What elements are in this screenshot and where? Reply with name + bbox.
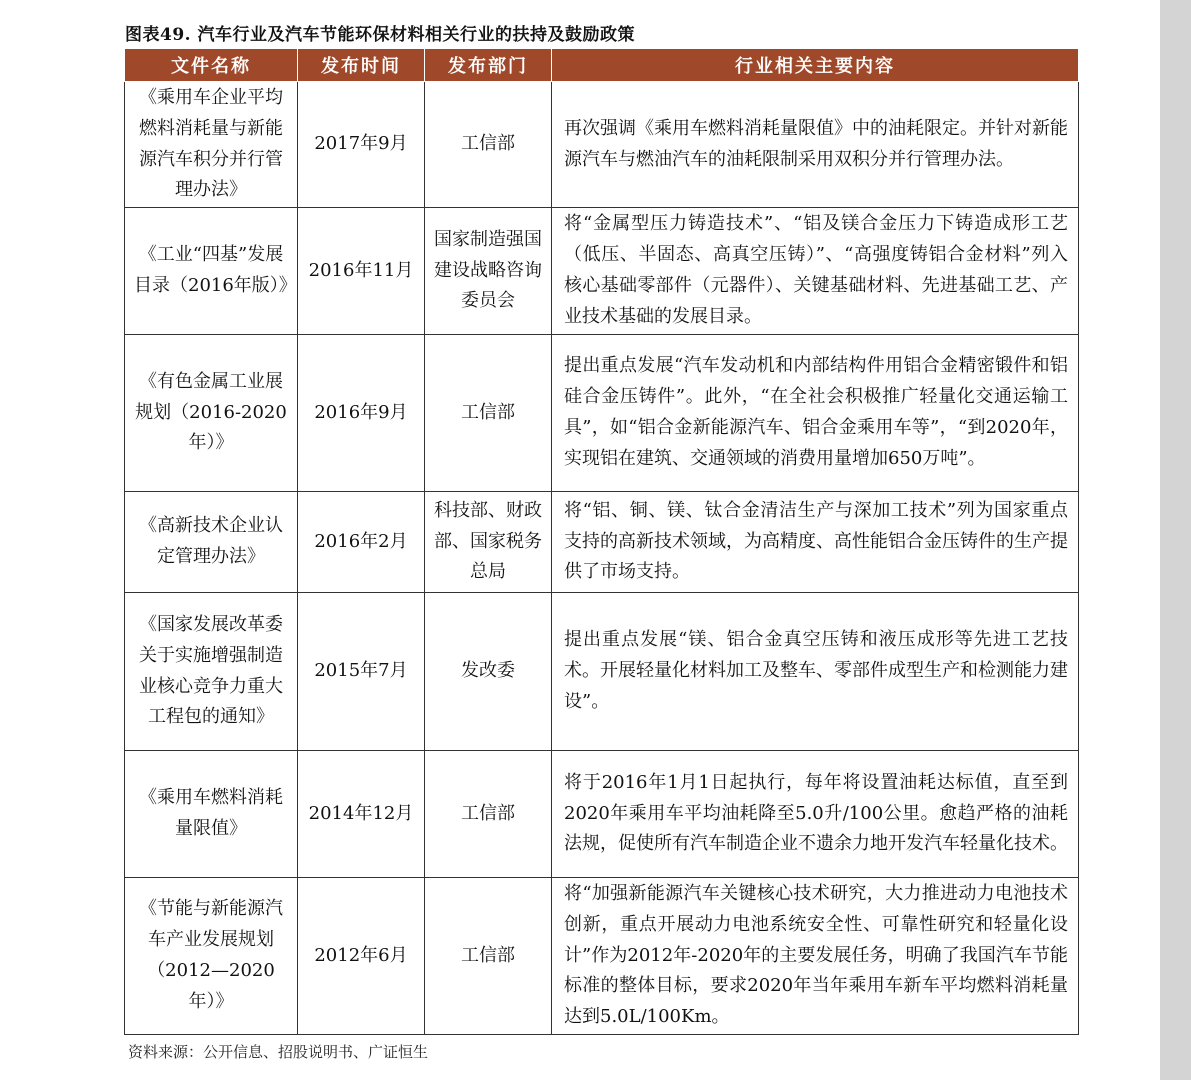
cell-main-content: 将“加强新能源汽车关键核心技术研究，大力推进动力电池技术创新，重点开展动力电池系统安全性、可靠性研究和轻量化设计”作为2012年-2020年的主要发展任务，明确了我国汽车节能标准的整体目标，要求2020年当年乘用车新车平均燃料消耗量达到5.0L/100Km。: [552, 878, 1079, 1035]
table-caption: 图表49. 汽车行业及汽车节能环保材料相关行业的扶持及鼓励政策: [125, 25, 635, 45]
cell-file-name: 《高新技术企业认定管理办法》: [125, 492, 298, 593]
cell-department: 国家制造强国建设战略咨询委员会: [425, 208, 552, 335]
table-row: [125, 593, 1079, 751]
cell-file-name: 《有色金属工业展规划（2016-2020年）》: [125, 335, 298, 492]
cell-release-date: 2014年12月: [298, 751, 425, 878]
cell-main-content: 将于2016年1月1日起执行，每年将设置油耗达标值，直至到2020年乘用车平均油耗降至5.0升/100公里。愈趋严格的油耗法规，促使所有汽车制造企业不遗余力地开发汽车轻量化技术。: [552, 751, 1079, 878]
header-release-date: 发布时间: [298, 49, 425, 82]
header-department: 发布部门: [425, 49, 552, 82]
table-row: [125, 751, 1079, 878]
cell-main-content: 将“金属型压力铸造技术”、“铝及镁合金压力下铸造成形工艺（低压、半固态、高真空压铸）”、“高强度铸铝合金材料”列入核心基础零部件（元器件）、关键基础材料、先进基础工艺、产业技术基础的发展目录。: [552, 208, 1079, 335]
cell-department: 工信部: [425, 82, 552, 208]
cell-main-content: 提出重点发展“镁、铝合金真空压铸和液压成形等先进工艺技术。开展轻量化材料加工及整车、零部件成型生产和检测能力建设”。: [552, 593, 1079, 751]
cell-department: 工信部: [425, 878, 552, 1035]
table-row: [125, 82, 1079, 208]
cell-release-date: 2016年2月: [298, 492, 425, 593]
table-row: [125, 335, 1079, 492]
cell-main-content: 再次强调《乘用车燃料消耗量限值》中的油耗限定。并针对新能源汽车与燃油汽车的油耗限制采用双积分并行管理办法。: [552, 82, 1079, 208]
cell-file-name: 《工业“四基”发展目录（2016年版）》: [125, 208, 298, 335]
header-main-content: 行业相关主要内容: [552, 49, 1079, 82]
cell-release-date: 2016年11月: [298, 208, 425, 335]
data-source-note: 资料来源：公开信息、招股说明书、广证恒生: [128, 1043, 429, 1061]
cell-file-name: 《乘用车企业平均燃料消耗量与新能源汽车积分并行管理办法》: [125, 82, 298, 208]
cell-release-date: 2015年7月: [298, 593, 425, 751]
cell-department: 工信部: [425, 335, 552, 492]
page-margin-bar: [1160, 0, 1191, 1080]
table-row: [125, 208, 1079, 335]
cell-main-content: 提出重点发展“汽车发动机和内部结构件用铝合金精密锻件和铝硅合金压铸件”。此外，“在全社会积极推广轻量化交通运输工具”，如“铝合金新能源汽车、铝合金乘用车等”，“到2020年，实现铝在建筑、交通领域的消费用量增加650万吨”。: [552, 335, 1079, 492]
table-row: [125, 492, 1079, 593]
cell-file-name: 《乘用车燃料消耗量限值》: [125, 751, 298, 878]
cell-release-date: 2016年9月: [298, 335, 425, 492]
cell-file-name: 《节能与新能源汽车产业发展规划（2012—2020年）》: [125, 878, 298, 1035]
cell-release-date: 2017年9月: [298, 82, 425, 208]
cell-release-date: 2012年6月: [298, 878, 425, 1035]
cell-department: 科技部、财政部、国家税务总局: [425, 492, 552, 593]
policy-table: [124, 48, 1079, 1035]
cell-department: 工信部: [425, 751, 552, 878]
cell-main-content: 将“铝、铜、镁、钛合金清洁生产与深加工技术”列为国家重点支持的高新技术领域，为高精度、高性能铝合金压铸件的生产提供了市场支持。: [552, 492, 1079, 593]
table-header-row: [125, 49, 1079, 82]
table-row: [125, 878, 1079, 1035]
cell-file-name: 《国家发展改革委关于实施增强制造业核心竞争力重大工程包的通知》: [125, 593, 298, 751]
cell-department: 发改委: [425, 593, 552, 751]
header-file-name: 文件名称: [125, 49, 298, 82]
